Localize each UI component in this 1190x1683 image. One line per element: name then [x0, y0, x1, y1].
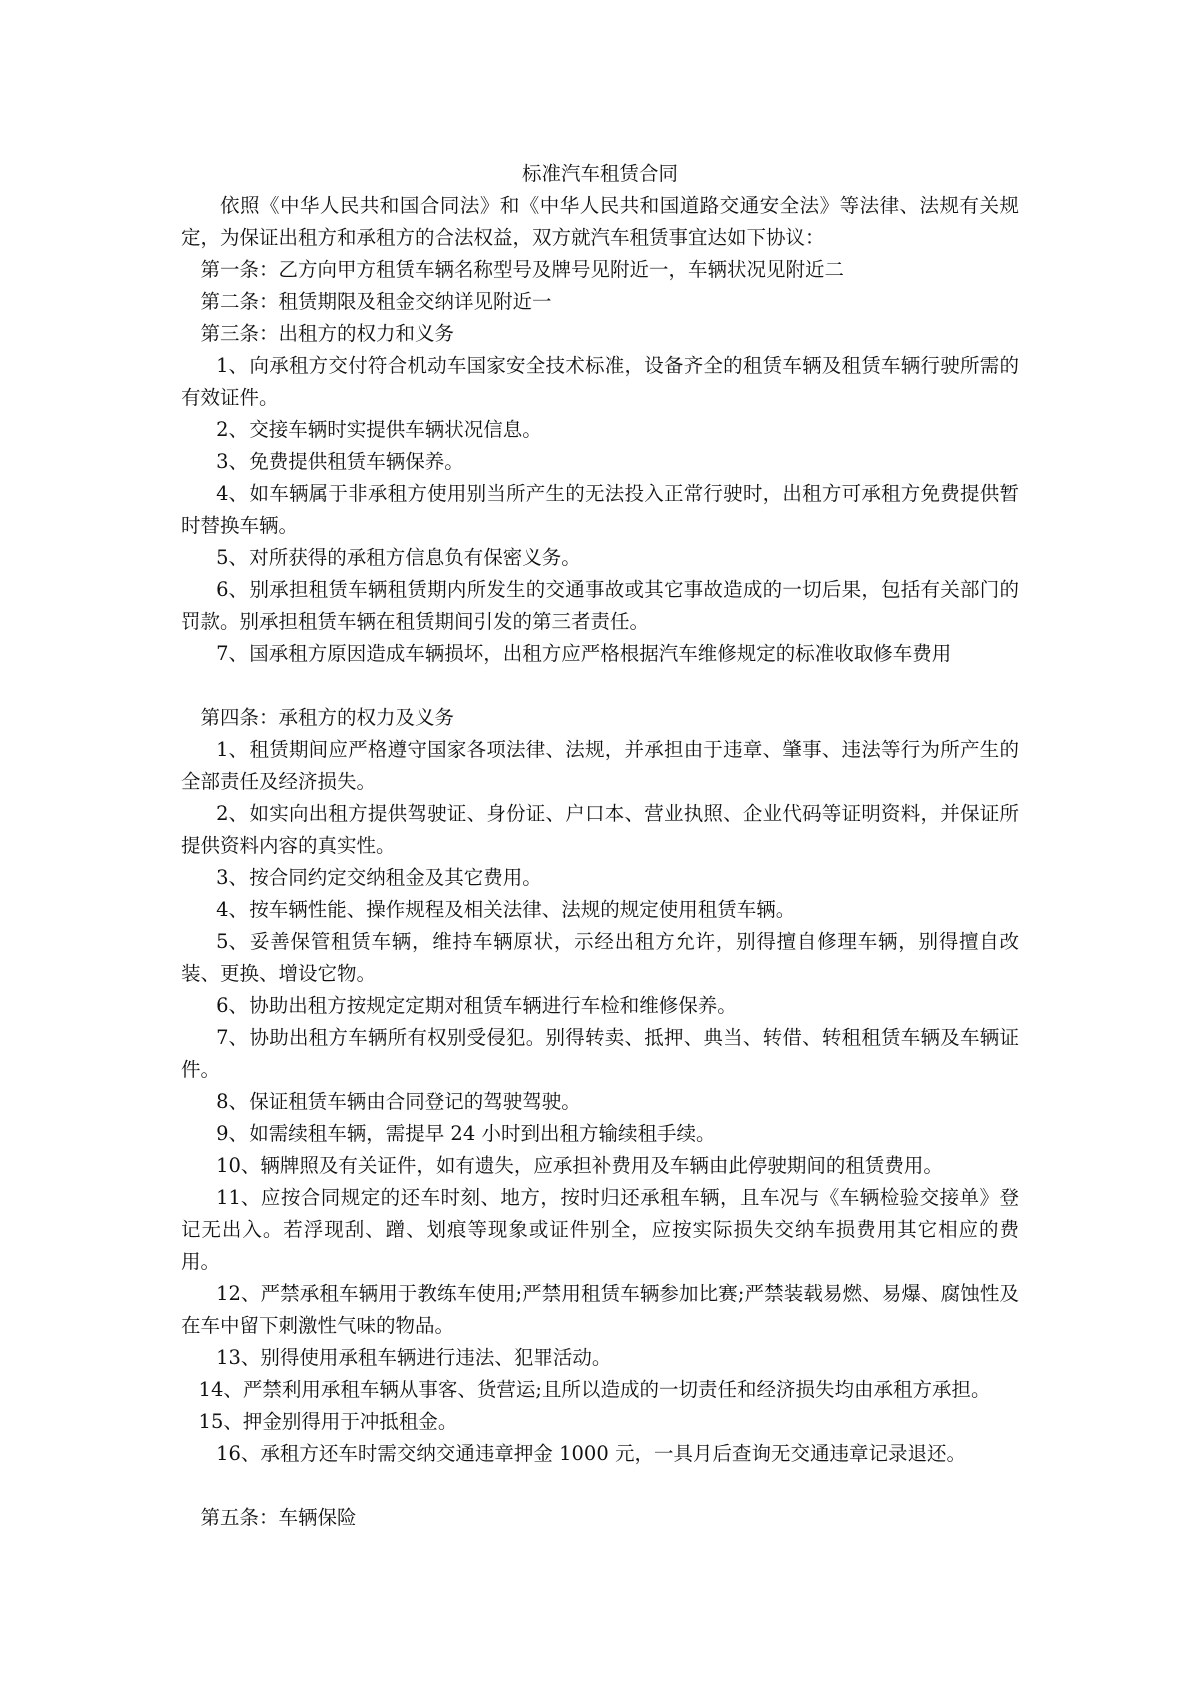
item-text: 国承租方原因造成车辆损坏，出租方应严格根据汽车维修规定的标准收取修车费用 — [249, 642, 952, 665]
item-text: 妥善保管租赁车辆，维持车辆原状，示经出租方允许，别得擅自修理车辆，别得擅自改装、更换、增设它物。 — [181, 930, 1019, 985]
item-text: 别得使用承租车辆进行违法、犯罪活动。 — [260, 1346, 612, 1369]
list-item — [181, 798, 1019, 862]
item-number: 15、 — [198, 1410, 243, 1433]
item-text: 按合同约定交纳租金及其它费用。 — [249, 866, 542, 889]
list-item — [181, 734, 1019, 798]
list-item — [181, 862, 1019, 894]
item-number: 8、 — [216, 1090, 249, 1113]
list-item — [181, 446, 1019, 478]
item-number: 2、 — [216, 802, 249, 825]
item-text: 免费提供租赁车辆保养。 — [249, 450, 464, 473]
item-number: 7、 — [216, 642, 249, 665]
list-item — [181, 478, 1019, 542]
item-number: 12、 — [216, 1282, 261, 1305]
item-number: 9、 — [216, 1122, 249, 1145]
item-text: 押金别得用于冲抵租金。 — [242, 1410, 458, 1433]
item-text: 如需续租车辆，需提早 24 小时到出租方输续租手续。 — [249, 1122, 716, 1145]
item-number: 10、 — [216, 1154, 261, 1177]
item-text: 如车辆属于非承租方使用别当所产生的无法投入正常行驶时，出租方可承租方免费提供暂时替换车辆。 — [181, 482, 1019, 537]
list-item — [181, 1278, 1019, 1342]
list-item — [181, 1118, 1019, 1150]
list-item — [181, 1022, 1019, 1086]
item-number: 6、 — [216, 994, 249, 1017]
item-number: 3、 — [216, 866, 249, 889]
item-text: 承租方还车时需交纳交通违章押金 1000 元，一具月后查询无交通违章记录退还。 — [260, 1442, 966, 1465]
item-number: 4、 — [216, 482, 249, 505]
item-text: 别承担租赁车辆租赁期内所发生的交通事故或其它事故造成的一切后果，包括有关部门的罚款。别承担租赁车辆在租赁期间引发的第三者责任。 — [181, 578, 1019, 633]
item-text: 向承租方交付符合机动车国家安全技术标准，设备齐全的租赁车辆及租赁车辆行驶所需的有效证件。 — [181, 354, 1019, 409]
list-item — [181, 1086, 1019, 1118]
item-text: 协助出租方车辆所有权别受侵犯。别得转卖、抵押、典当、转借、转租租赁车辆及车辆证件。 — [181, 1026, 1019, 1081]
list-item — [181, 1342, 1019, 1374]
article-1: 第一条：乙方向甲方租赁车辆名称型号及牌号见附近一，车辆状况见附近二 — [200, 258, 845, 281]
item-text: 如实向出租方提供驾驶证、身份证、户口本、营业执照、企业代码等证明资料，并保证所提供资料内容的真实性。 — [181, 802, 1019, 857]
item-text: 协助出租方按规定定期对租赁车辆进行车检和维修保养。 — [249, 994, 737, 1017]
item-number: 5、 — [216, 930, 249, 953]
list-item — [181, 350, 1019, 414]
blank-line — [181, 1470, 1019, 1502]
item-text: 应按合同规定的还车时刻、地方，按时归还承租车辆，且车况与《车辆检验交接单》登记无出入。若浮现刮、蹭、划痕等现象或证件别全，应按实际损失交纳车损费用其它相应的费用。 — [181, 1186, 1019, 1273]
item-number: 14、 — [198, 1378, 243, 1401]
item-text: 对所获得的承租方信息负有保密义务。 — [249, 546, 581, 569]
item-text: 严禁承租车辆用于教练车使用;严禁用租赁车辆参加比赛;严禁装载易燃、易爆、腐蚀性及在车中留下刺激性气味的物品。 — [181, 1282, 1019, 1337]
list-item — [181, 1150, 1019, 1182]
list-item — [181, 414, 1019, 446]
item-text: 租赁期间应严格遵守国家各项法律、法规，并承担由于违章、肇事、违法等行为所产生的全部责任及经济损失。 — [181, 738, 1019, 793]
list-item — [181, 926, 1019, 990]
intro-paragraph: 依照《中华人民共和国合同法》和《中华人民共和国道路交通安全法》等法律、法规有关规定，为保证出租方和承租方的合法权益，双方就汽车租赁事宜达如下协议： — [181, 194, 1019, 249]
blank-line — [181, 670, 1019, 702]
list-item — [181, 1406, 1019, 1438]
document-title: 标准汽车租赁合同 — [521, 162, 678, 185]
list-item — [181, 1438, 1019, 1470]
item-number: 1、 — [216, 738, 249, 761]
item-number: 5、 — [216, 546, 249, 569]
item-text: 严禁利用承租车辆从事客、货营运;且所以造成的一切责任和经济损失均由承租方承担。 — [242, 1378, 991, 1401]
document-page — [181, 158, 1019, 1534]
article-3-list — [181, 350, 1019, 670]
article-2: 第二条：租赁期限及租金交纳详见附近一 — [200, 290, 552, 313]
list-item — [181, 638, 1019, 670]
item-number: 7、 — [216, 1026, 249, 1049]
list-item — [181, 1374, 1019, 1406]
item-number: 3、 — [216, 450, 249, 473]
item-number: 11、 — [216, 1186, 261, 1209]
article-4-heading: 第四条：承租方的权力及义务 — [200, 706, 455, 729]
item-text: 交接车辆时实提供车辆状况信息。 — [249, 418, 542, 441]
item-number: 13、 — [216, 1346, 261, 1369]
item-number: 2、 — [216, 418, 249, 441]
list-item — [181, 1182, 1019, 1278]
list-item — [181, 542, 1019, 574]
article-5-heading: 第五条：车辆保险 — [200, 1506, 357, 1529]
item-text: 辆牌照及有关证件，如有遗失，应承担补费用及车辆由此停驶期间的租赁费用。 — [260, 1154, 943, 1177]
item-number: 16、 — [216, 1442, 261, 1465]
article-3-heading: 第三条：出租方的权力和义务 — [200, 322, 455, 345]
item-number: 4、 — [216, 898, 249, 921]
item-text: 保证租赁车辆由合同登记的驾驶驾驶。 — [249, 1090, 581, 1113]
list-item — [181, 574, 1019, 638]
item-number: 6、 — [216, 578, 249, 601]
list-item — [181, 990, 1019, 1022]
item-text: 按车辆性能、操作规程及相关法律、法规的规定使用租赁车辆。 — [249, 898, 796, 921]
item-number: 1、 — [216, 354, 249, 377]
list-item — [181, 894, 1019, 926]
article-4-list — [181, 734, 1019, 1470]
